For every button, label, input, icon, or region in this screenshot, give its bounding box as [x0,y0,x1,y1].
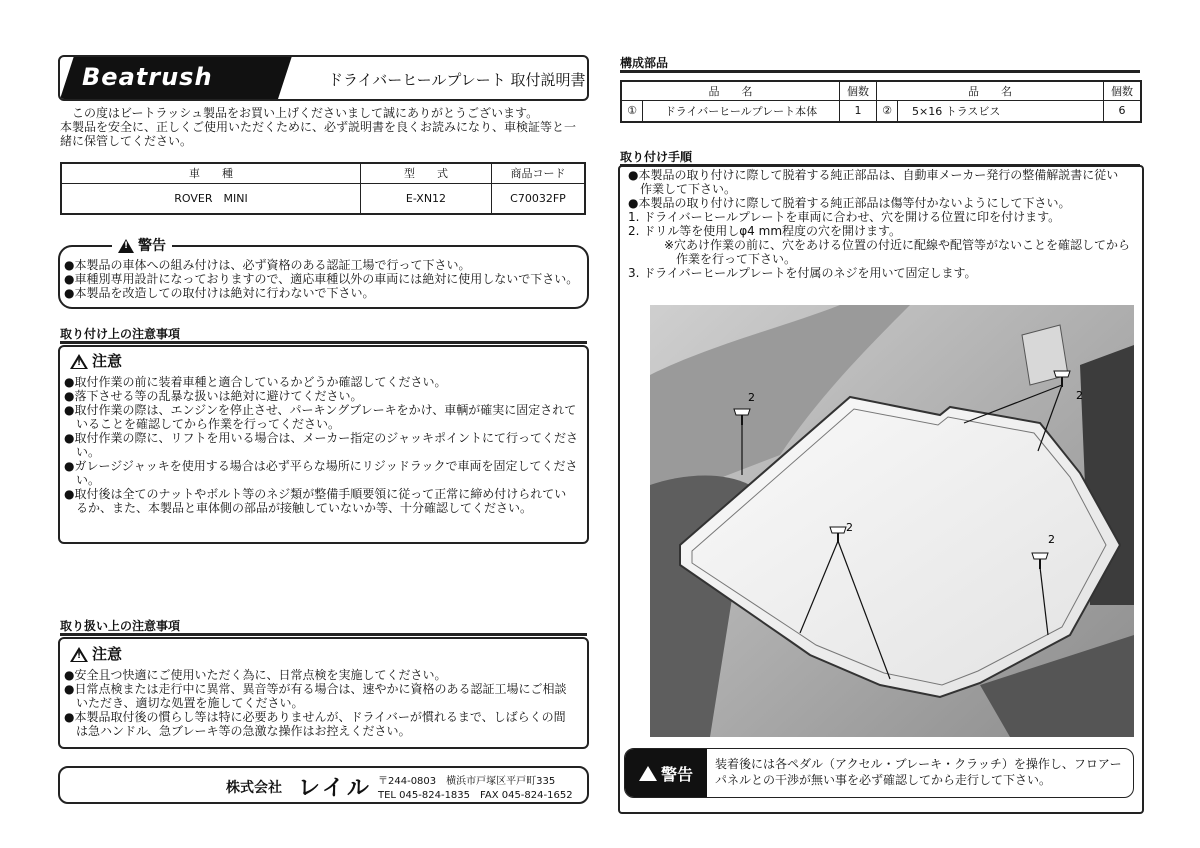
company-address: 〒244-0803 横浜市戸塚区平戸町335 [378,776,556,787]
note-line: ●落下させる等の乱暴な扱いは絶対に避けてください。 [64,389,363,403]
procedure-line: ●本製品の取り付けに際して脱着する純正部品は、自動車メーカー発行の整備解説書に従い [628,168,1119,182]
note-line: ●本製品取付後の慣らし等は特に必要ありませんが、ドライバーが慣れるまで、しばらくの間 [64,710,566,724]
warning-lines [64,258,578,300]
parts-header: 個数 [1104,81,1142,100]
caution-title-text: 注意 [92,352,123,370]
bottom-warning-badge [625,749,707,797]
intro-line: 緒に保管してください。 [60,134,193,148]
note-line: い。 [64,473,101,487]
vehicle-table-header: 車 種 [61,163,361,183]
vehicle-table [60,162,586,215]
install-notes-heading: 取り付け上の注意事項 [60,327,181,341]
brand-name: Beatrush [82,63,213,91]
parts-table [620,80,1142,123]
parts-header: 品 名 [877,81,1104,100]
procedure-lines [628,168,1130,280]
bottom-warning-box [624,748,1134,798]
bottom-warning-title: 警告 [660,764,693,784]
warning-line: ●本製品の車体への組み付けは、必ず資格のある認証工場で行って下さい。 [64,258,471,272]
procedure-line: 作業を行って下さい。 [628,252,797,266]
handling-caution-title [70,643,122,664]
install-notes-lines [64,375,578,515]
caution-icon [70,647,88,662]
procedure-line: ●本製品の取り付けに際して脱着する純正部品は傷等付かないようにして下さい。 [628,196,1071,210]
note-line: ●取付作業の前に装着車種と適合しているかどうか確認してください。 [64,375,447,389]
callout-label: 2 [748,391,755,404]
note-line: ●ガレージジャッキを使用する場合は必ず平らな場所にリジッドラックで車両を固定してくださ [64,459,578,473]
warning-title [112,235,172,255]
install-caution-title [70,350,122,371]
vehicle-table-header: 型 式 [361,163,492,183]
caution-title-text: 注意 [92,645,123,663]
note-line: いることを確認してから作業を行ってください。 [64,417,341,431]
part-name: 5×16 トラスビス [898,100,1104,122]
note-line: は急ハンドル、急ブレーキ等の急激な操作はお控えください。 [64,724,411,738]
procedure-line: ※穴あけ作業の前に、穴をあける位置の付近に配線や配管等がないことを確認してから [628,238,1131,252]
section-rule [60,633,587,636]
part-qty: 6 [1104,100,1142,122]
note-line: ●日常点検または走行中に異常、異音等が有る場合は、速やかに資格のある認証工場にご相談 [64,682,567,696]
procedure-heading: 取り付け手順 [620,150,693,164]
parts-heading: 構成部品 [620,56,669,70]
company-contact: TEL 045-824-1835 FAX 045-824-1652 [378,790,573,801]
warning-line: ●本製品を改造しての取付けは絶対に行わないで下さい。 [64,286,375,300]
note-line: いただき、適切な処置を施してください。 [64,696,304,710]
bottom-warning-lines [715,757,1122,787]
vehicle-table-header: 商品コード [492,163,586,183]
part-name: ドライバーヒールプレート本体 [643,100,840,122]
procedure-line: 作業して下さい。 [628,182,737,196]
note-line: ●取付作業の際に、リフトを用いる場合は、メーカー指定のジャッキポイントにて行ってくださ [64,431,578,445]
warning-title-text: 警告 [138,238,166,254]
section-rule [60,341,587,344]
part-number: ② [877,100,898,122]
vehicle-model: ROVER MINI [61,183,361,214]
note-line: い。 [64,445,101,459]
parts-header: 個数 [840,81,877,100]
note-line: ●取付作業の際は、エンジンを停止させ、パーキングブレーキをかけ、車輌が確実に固定されて [64,403,577,417]
note-line: ●安全且つ快適にご使用いただく為に、日常点検を実施してください。 [64,668,447,682]
note-line: ●取付後は全てのナットやボルト等のネジ類が整備手順要領に従って正常に締め付けられてい [64,487,567,501]
caution-icon [70,354,88,369]
company-name: レイル [298,776,372,801]
handling-notes-lines [64,668,566,738]
procedure-line: 1. ドライバーヒールプレートを車両に合わせ、穴を開ける位置に印を付けます。 [628,210,1061,224]
warning-icon [118,239,134,253]
part-number: ① [621,100,643,122]
company-box [58,766,589,804]
parts-header: 品 名 [621,81,840,100]
part-qty: 1 [840,100,877,122]
header-box [58,55,589,101]
handling-notes-heading: 取り扱い上の注意事項 [60,619,181,633]
vehicle-type: E-XN12 [361,183,492,214]
intro-line: この度はビートラッシュ製品をお買い上げくださいまして誠にありがとうございます。 [72,106,539,120]
procedure-line: 3. ドライバーヒールプレートを付属のネジを用いて固定します。 [628,266,977,280]
product-code: C70032FP [492,183,586,214]
note-line: るか、また、本製品と車体側の部品が接触していないか等、十分確認してください。 [64,501,533,515]
callout-label: 2 [1076,389,1083,402]
callout-label: 2 [846,521,853,534]
company-prefix: 株式会社 [226,780,282,796]
procedure-line: 2. ドリル等を使用しφ4 mm程度の穴を開けます。 [628,224,902,238]
warning-line: ●車種別専用設計になっておりますので、適応車種以外の車両には絶対に使用しないで下さい。 [64,272,579,286]
warning-icon [639,766,657,781]
section-rule [620,70,1140,73]
callout-label: 2 [1048,533,1055,546]
installation-photo [650,305,1134,737]
intro-text [60,106,590,148]
page-title: ドライバーヒールプレート 取付説明書 [328,71,586,89]
intro-line: 本製品を安全に、正しくご使用いただくために、必ず説明書を良くお読みになり、車検証等と一 [60,120,577,134]
bottom-warning-line: 装着後には各ペダル（アクセル・ブレーキ・クラッチ）を操作し、フロアー [715,757,1122,771]
bottom-warning-line: パネルとの干渉が無い事を必ず確認してから走行して下さい。 [715,773,1052,787]
